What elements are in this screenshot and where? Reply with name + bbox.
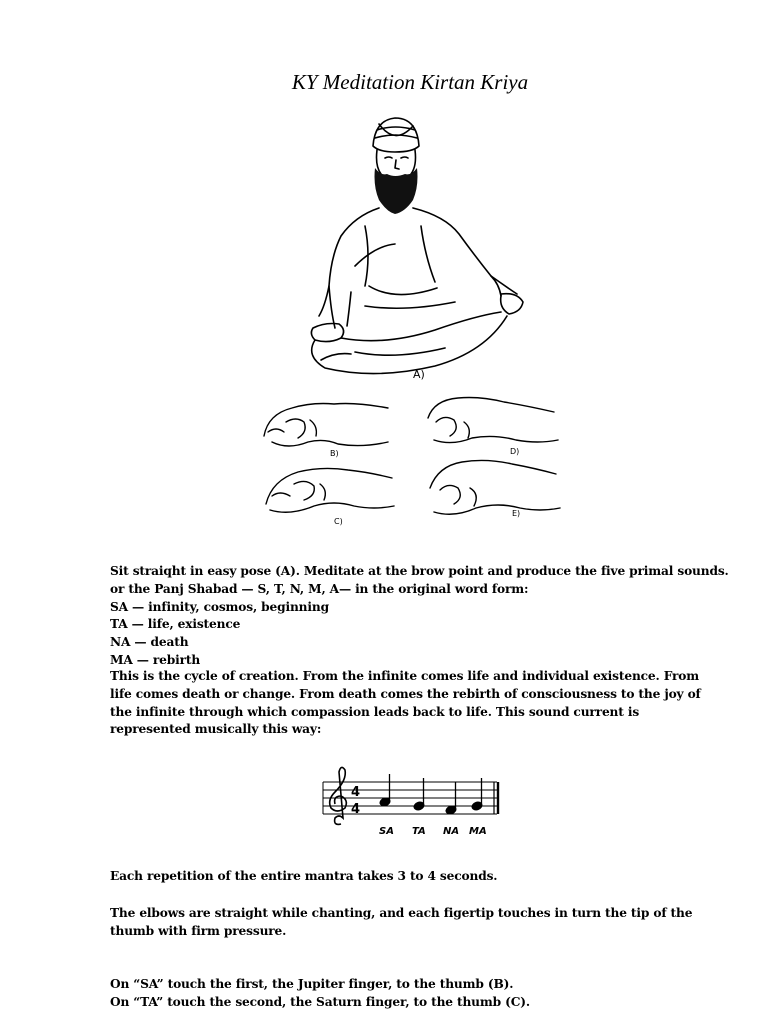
meditation-pose-illustration (295, 116, 535, 386)
instruction-sa: On “SA” touch the first, the Jupiter finger, to the thumb (B). (110, 977, 514, 991)
mantra-ma: MA — rebirth (110, 652, 201, 667)
note-ta (413, 778, 425, 811)
time-signature-top: 4 (351, 785, 361, 800)
staff-lines (323, 782, 498, 814)
syllable-ma: MA (469, 826, 487, 837)
cycle-paragraph: This is the cycle of creation. From the infinite comes life and individual existence. From life comes death or change. From death comes the rebirth of consciousness to the joy of the infinite through which compassion leads back to life. This sound current is represented musically this way: (110, 669, 701, 737)
hand-mudras-illustration (258, 392, 568, 530)
syllable-sa: SA (379, 826, 394, 837)
mantra-na: NA — death (110, 635, 189, 650)
note-sa (379, 774, 391, 807)
intro-section (110, 563, 730, 670)
hand-label-b: B) (330, 449, 339, 458)
repetition-paragraph: Each repetition of the entire mantra takes 3 to 4 seconds. (110, 869, 498, 883)
pose-label: A) (413, 368, 425, 381)
musical-notation (315, 760, 505, 848)
elbows-paragraph: The elbows are straight while chanting, and each figertip touches in turn the tip of the thumb with firm pressure. (110, 906, 693, 938)
mantra-ta: TA — life, existence (110, 617, 241, 632)
page-title: KY Meditation Kirtan Kriya (291, 70, 529, 94)
hand-label-d: D) (510, 447, 520, 456)
hand-label-c: C) (334, 517, 343, 526)
mantra-sa: SA — infinity, cosmos, beginning (110, 599, 329, 614)
note-ma (471, 778, 483, 811)
syllable-na: NA (443, 826, 460, 837)
cycle-section (110, 668, 730, 739)
hand-label-e: E) (512, 509, 521, 518)
finger-instructions (110, 976, 730, 1012)
syllable-ta: TA (412, 826, 426, 837)
note-na (445, 782, 457, 815)
intro-line-2: or the Panj Shabad — S, T, N, M, A— in the original word form: (110, 581, 529, 596)
instruction-ta: On “TA” touch the second, the Saturn finger, to the thumb (C). (110, 994, 530, 1009)
time-signature-bottom: 4 (351, 802, 361, 817)
intro-line-1: Sit straiqht in easy pose (A). Meditate at the brow point and produce the five primal sounds. (110, 564, 729, 578)
treble-clef-icon (330, 767, 347, 824)
